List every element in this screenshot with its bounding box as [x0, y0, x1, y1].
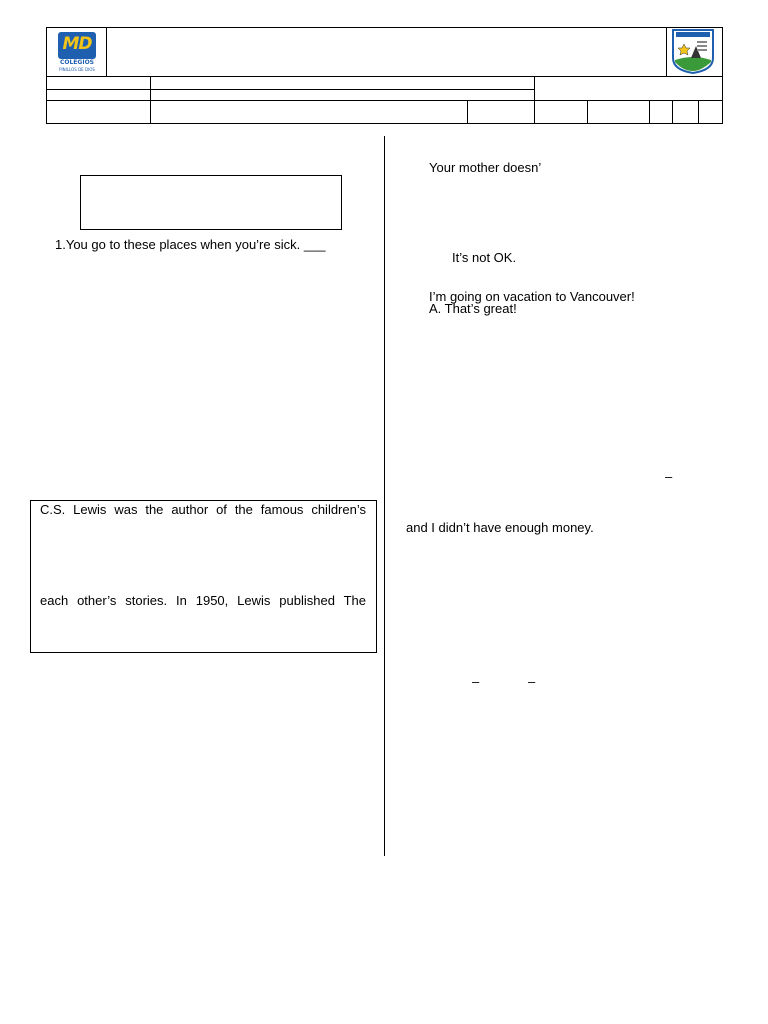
header-col-divider [672, 100, 673, 124]
header-col-divider [467, 100, 468, 124]
header-row-divider [46, 100, 723, 101]
school-logo [58, 32, 96, 59]
right-line-3: I’m going on vacation to Vancouver! [429, 289, 635, 304]
header-col-divider [698, 100, 699, 124]
header-col-divider [106, 27, 107, 77]
reading-line-2: each other’s stories. In 1950, Lewis published The [40, 593, 366, 608]
right-dash-1: – [665, 469, 673, 484]
right-line-5: and I didn’t have enough money. [406, 520, 594, 535]
column-divider [384, 136, 385, 856]
right-line-1: Your mother doesn’ [429, 160, 542, 175]
question-1: 1.You go to these places when you’re sick. ___ [55, 237, 326, 252]
instruction-box [80, 175, 342, 230]
reading-line-1: C.S. Lewis was the author of the famous children’s [40, 502, 366, 517]
right-line-2: It’s not OK. [452, 250, 517, 265]
right-dash-3: – [528, 674, 536, 689]
header-subrow-divider [46, 89, 535, 90]
header-col-divider [666, 27, 667, 77]
header-col-divider [150, 76, 151, 124]
school-logo-text: MD [62, 34, 92, 54]
reading-passage-box [30, 500, 377, 653]
right-dash-2: – [472, 674, 480, 689]
school-crest-icon [671, 28, 715, 74]
school-logo-caption: COLEGIOS [59, 59, 94, 66]
header-row-divider [46, 76, 723, 77]
header-col-divider [649, 100, 650, 124]
school-logo-subcaption: PINILLOS DE DIOS [59, 67, 95, 72]
header-col-divider [587, 100, 588, 124]
right-line-4: A. That’s great! [429, 301, 517, 316]
header-col-divider [534, 76, 535, 124]
